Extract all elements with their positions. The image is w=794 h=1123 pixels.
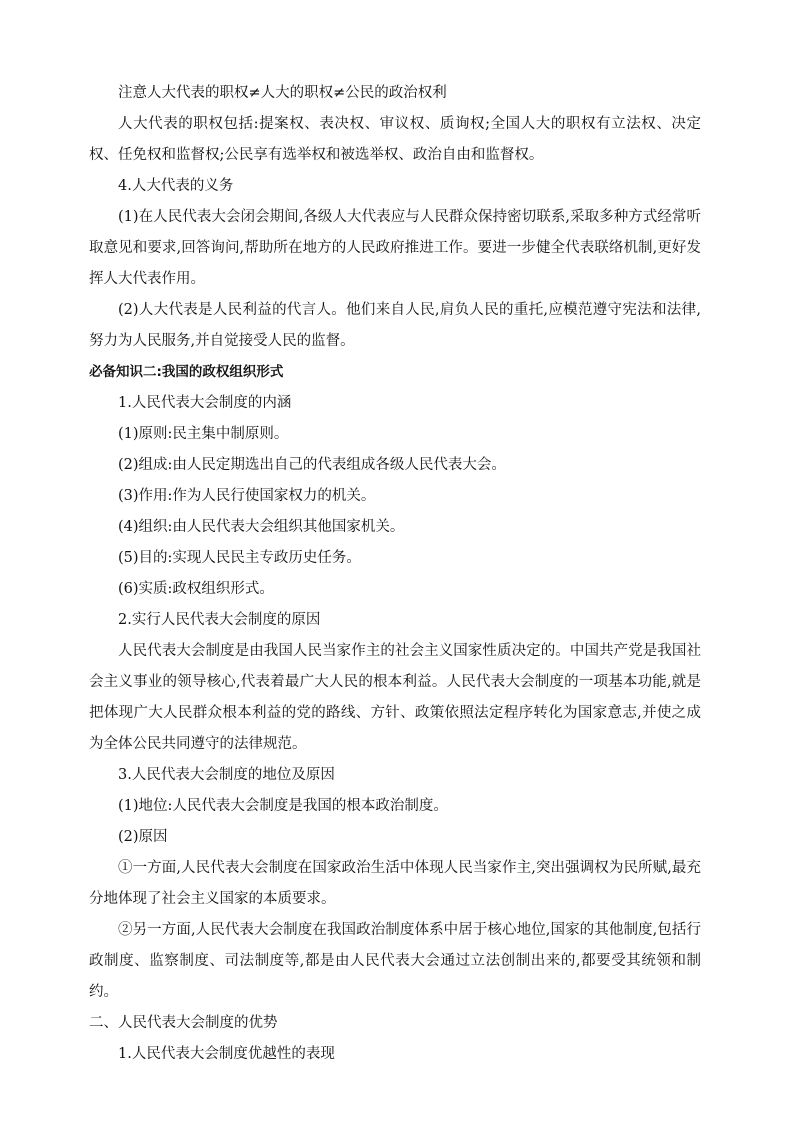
paragraph-cause-1: ①一方面,人民代表大会制度在国家政治生活中体现人民当家作主,突出强调权为民所赋,最充分地体现了社会主义国家的本质要求。 <box>89 860 701 907</box>
section-heading-advantages: 二、人民代表大会制度的优势 <box>89 1015 278 1031</box>
paragraph-reasons: 人民代表大会制度是由我国人民当家作主的社会主义国家性质决定的。中国共产党是我国社会主义事业的领导核心,代表着最广大人民的根本利益。人民代表大会制度的一项基本功能,就是把体现广大人民群众根本利益的党的路线、方针、政策依照法定程序转化为国家意志,并使之成为全体公民共同遵守的法律规范。 <box>89 643 701 752</box>
list-item-principle: (1)原则:民主集中制原则。 <box>118 426 289 442</box>
list-item-essence: (6)实质:政权组织形式。 <box>118 581 274 597</box>
document-body <box>89 78 701 1070</box>
heading-reasons: 2.实行人民代表大会制度的原因 <box>118 612 321 628</box>
paragraph-powers: 人大代表的职权包括:提案权、表决权、审议权、质询权;全国人大的职权有立法权、决定权、任免权和监督权;公民享有选举权和被选举权、政治自由和监督权。 <box>89 116 701 163</box>
heading-status: 3.人民代表大会制度的地位及原因 <box>118 767 335 783</box>
heading-deputy-duties: 4.人大代表的义务 <box>118 178 234 194</box>
list-item-function: (3)作用:作为人民行使国家权力的机关。 <box>118 488 376 504</box>
list-item-purpose: (5)目的:实现人民民主专政历史任务。 <box>118 550 361 566</box>
list-item-cause: (2)原因 <box>118 829 168 845</box>
note-line: 注意人大代表的职权≠人大的职权≠公民的政治权利 <box>118 85 447 101</box>
list-item-status: (1)地位:人民代表大会制度是我国的根本政治制度。 <box>118 798 448 814</box>
list-item-composition: (2)组成:由人民定期选出自己的代表组成各级人民代表大会。 <box>118 457 506 473</box>
paragraph-cause-2: ②另一方面,人民代表大会制度在我国政治制度体系中居于核心地位,国家的其他制度,包括行政制度、监察制度、司法制度等,都是由人民代表大会通过立法创制出来的,都要受其统领和制约。 <box>89 922 701 1000</box>
heading-superiority: 1.人民代表大会制度优越性的表现 <box>118 1046 335 1062</box>
section-heading-knowledge-2: 必备知识二:我国的政权组织形式 <box>89 364 284 380</box>
paragraph-duty-1: (1)在人民代表大会闭会期间,各级人大代表应与人民群众保持密切联系,采取多种方式经常听取意见和要求,回答询问,帮助所在地方的人民政府推进工作。要进一步健全代表联络机制,更好发挥人大代表作用。 <box>89 209 701 287</box>
paragraph-duty-2: (2)人大代表是人民利益的代言人。他们来自人民,肩负人民的重托,应模范遵守宪法和法律,努力为人民服务,并自觉接受人民的监督。 <box>89 302 701 349</box>
list-item-organization: (4)组织:由人民代表大会组织其他国家机关。 <box>118 519 405 535</box>
heading-system-connotation: 1.人民代表大会制度的内涵 <box>118 395 292 411</box>
